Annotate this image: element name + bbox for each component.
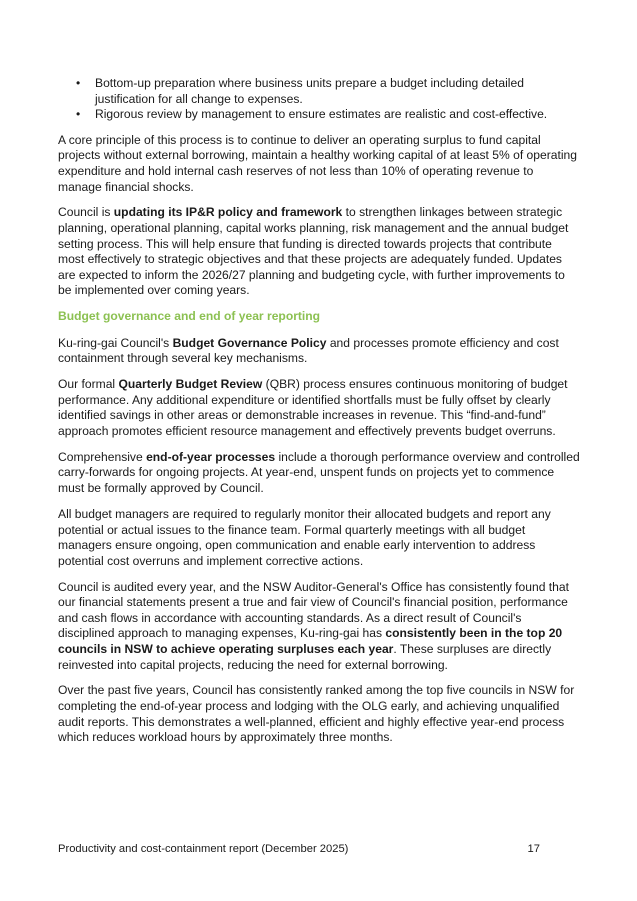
footer-title: Productivity and cost-containment report (December 2025): [58, 843, 349, 855]
bold-text: updating its IP&R policy and framework: [113, 205, 343, 220]
paragraph-rankings: Over the past five years, Council has consistently ranked among the top five councils in NSW for completing the end-of-year process and lodging with the OLG early, and achieving unqualified audit reports. This demonstrates a well-planned, efficient and highly effective year-end process which reduces workload hours by approximately three months.: [58, 683, 575, 745]
bullet-item: [76, 76, 580, 107]
text-segment: to strengthen linkages between strategic planning, operational planning, capital works planning, risk management and the annual budget setting process. This will help ensure that funding is directed towards projects that contribute most effectively to strategic objectives and that these projects are adequately funded. Updates are expected to inform the 2026/27 planning and budgeting cycle, with further improvements to be implemented over coming years.: [58, 205, 569, 298]
text-segment: include a thorough performance overview and controlled carry-forwards for ongoing projects. At year-end, unspent funds on projects yet to commence must be formally approved by Council.: [58, 449, 580, 496]
page-number: 17: [527, 843, 540, 855]
paragraph-ipr-policy: [58, 205, 580, 299]
text-segment: Council is: [58, 205, 114, 220]
text-segment: Ku-ring-gai Council's: [58, 335, 173, 350]
page-body: [58, 76, 580, 756]
paragraph-audit: [58, 580, 580, 674]
bullet-icon: •: [76, 107, 81, 122]
paragraph-budget-governance: [58, 336, 580, 367]
bullet-text: Bottom-up preparation where business units prepare a budget including detailed justification for all change to expenses.: [95, 76, 524, 106]
bold-text: end-of-year processes: [146, 449, 276, 464]
paragraph-budget-managers: All budget managers are required to regularly monitor their allocated budgets and report any potential or actual issues to the finance team. Formal quarterly meetings with all budget managers ensure ongoing, open communication and enable early intervention to address potential cost overruns and implement corrective actions.: [58, 506, 551, 568]
paragraph-end-of-year: [58, 450, 580, 497]
bold-text: Quarterly Budget Review: [118, 377, 263, 392]
bold-text: consistently been in the top 20 councils in NSW to achieve operating surpluses each year: [58, 626, 563, 656]
bullet-icon: •: [76, 76, 81, 90]
bullet-list: [58, 76, 580, 123]
section-heading: Budget governance and end of year reporting: [58, 309, 321, 324]
page-footer: [58, 842, 540, 856]
bullet-text: Rigorous review by management to ensure estimates are realistic and cost-effective.: [95, 107, 548, 122]
text-segment: Comprehensive: [58, 449, 147, 464]
bold-text: Budget Governance Policy: [172, 335, 327, 350]
text-segment: (QBR) process ensures continuous monitoring of budget performance. Any additional expenditure or identified shortfalls must be fully offset by clearly identified savings in other areas or demonstrable increases in revenue. This “find-and-fund” approach promotes efficient resource management and effectively prevents budget overruns.: [58, 377, 568, 438]
text-segment: Our formal: [58, 377, 119, 392]
text-segment: and processes promote efficiency and cost containment through several key mechanisms.: [58, 335, 559, 366]
text-segment: Council is audited every year, and the NSW Auditor-General's Office has consistently found that our financial statements present a true and fair view of Council's financial position, performance and cash flows in accordance with accounting standards. As a direct result of Council's disciplined approach to managing expenses, Ku-ring-gai has: [58, 579, 569, 641]
text-segment: . These surpluses are directly reinvested into capital projects, reducing the need for external borrowing.: [58, 641, 552, 672]
paragraph-qbr: [58, 377, 580, 439]
paragraph-operating-surplus: A core principle of this process is to continue to deliver an operating surplus to fund capital projects without external borrowing, maintain a healthy working capital of at least 5% of operating expenditure and hold internal cash reserves of not less than 10% of operating revenue to manage financial shocks.: [58, 132, 577, 194]
bullet-item: [76, 107, 580, 123]
